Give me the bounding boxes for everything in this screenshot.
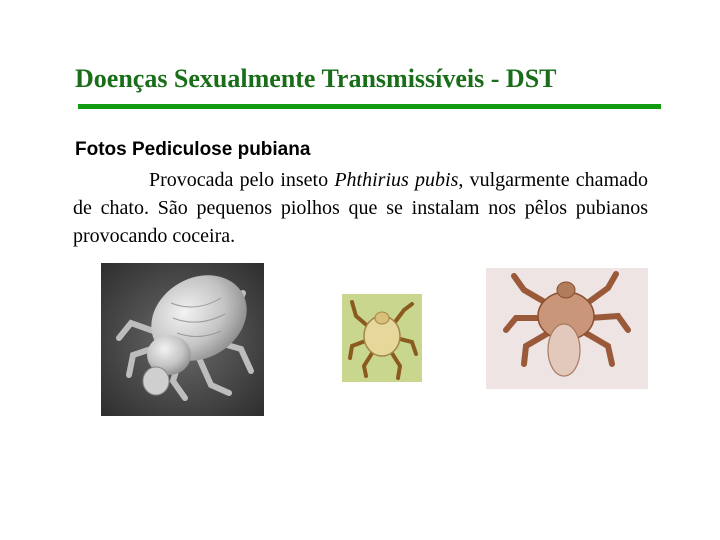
body-text-end: , vulgarmente chamado de chato. São pequenos piolhos que se instalam nos pêlos pubianos provocando coceira. xyxy=(73,169,648,247)
louse-color-photo xyxy=(342,294,422,382)
body-text-start: Provocada pelo inseto xyxy=(149,169,335,191)
body-paragraph xyxy=(73,166,648,250)
slide-title: Doenças Sexualmente Transmissíveis - DST xyxy=(75,64,557,93)
species-name: Phthirius pubis xyxy=(334,169,459,191)
louse-sem-photo xyxy=(101,263,264,416)
section-heading: Fotos Pediculose pubiana xyxy=(75,139,311,160)
louse-microscope-photo xyxy=(486,268,648,389)
title-underline xyxy=(78,104,661,109)
